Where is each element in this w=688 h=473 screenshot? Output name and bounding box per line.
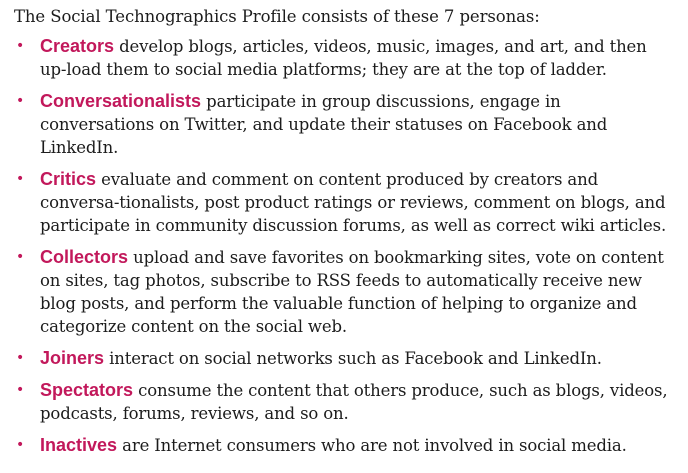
persona-description: develop blogs, articles, videos, music, images, and art, and then up-load them to social media platforms; they are at the top of ladder. [40,37,647,79]
bullet-icon: • [16,249,25,265]
persona-term: Creators [40,36,115,56]
persona-item-collectors [14,246,678,338]
bullet-icon: • [16,171,25,187]
persona-item-creators [14,35,678,81]
bullet-icon: • [16,38,25,54]
persona-term: Joiners [40,348,105,368]
persona-description: upload and save favorites on bookmarking sites, vote on content on sites, tag photos, subscribe to RSS feeds to automatically receive new blog posts, and perform the valuable function of helping to organize and categorize content on the social web. [40,248,664,336]
persona-term: Collectors [40,247,129,267]
persona-item-critics [14,168,678,237]
persona-item-spectators [14,379,678,425]
persona-term: Conversationalists [40,91,202,111]
persona-description: participate in group discussions, engage in conversations on Twitter, and update their statuses on Facebook and LinkedIn. [40,92,608,157]
bullet-icon: • [16,93,25,109]
bullet-icon: • [16,437,25,453]
persona-item-inactives [14,434,678,457]
persona-description: are Internet consumers who are not involved in social media. [122,436,627,455]
bullet-icon: • [16,350,25,366]
persona-list [14,35,678,457]
persona-description: consume the content that others produce, such as blogs, videos, podcasts, forums, reviews, and so on. [40,381,668,423]
persona-term: Spectators [40,380,134,400]
persona-term: Inactives [40,435,118,455]
persona-term: Critics [40,169,97,189]
persona-item-joiners [14,347,678,370]
persona-description: evaluate and comment on content produced by creators and conversa-tionalists, post product ratings or reviews, comment on blogs, and participate in community discussion forums, as well as correct wiki articles. [40,170,667,235]
intro-text: The Social Technographics Profile consists of these 7 personas: [14,7,540,26]
persona-description: interact on social networks such as Facebook and LinkedIn. [109,349,602,368]
bullet-icon: • [16,382,25,398]
persona-item-conversationalists [14,90,678,159]
